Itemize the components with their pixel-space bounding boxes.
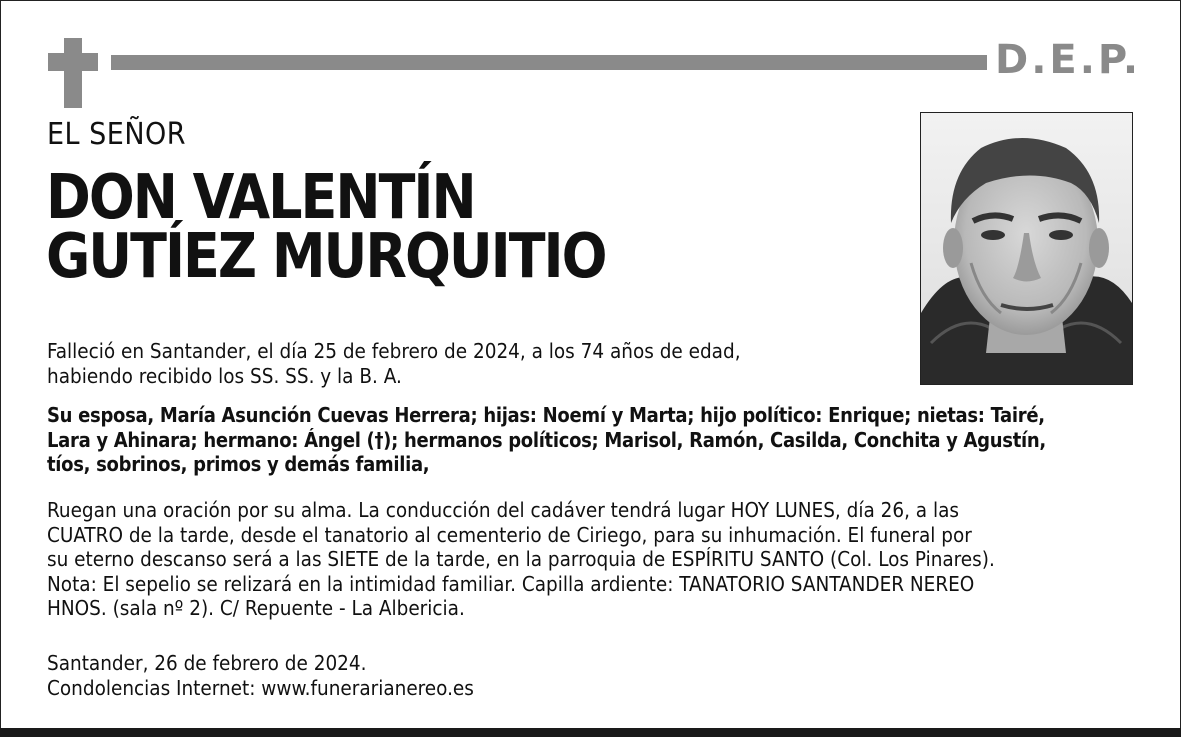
deceased-name <box>46 161 606 293</box>
cross-icon-arm <box>48 53 98 71</box>
cross-icon <box>64 38 82 108</box>
family-list <box>47 403 1046 477</box>
dep-label: D.E.P. <box>995 37 1142 83</box>
service-line-2: CUATRO de la tarde, desde el tanatorio al cementerio de Ciriego, para su inhumación. El funeral por <box>47 522 972 547</box>
family-line-3: tíos, sobrinos, primos y demás familia, <box>47 452 430 477</box>
header-rule <box>111 55 987 70</box>
death-line-1: Falleció en Santander, el día 25 de febrero de 2024, a los 74 años de edad, <box>47 339 741 363</box>
honorific-title: EL SEÑOR <box>47 117 187 152</box>
service-line-5: HNOS. (sala nº 2). C/ Repuente - La Albericia. <box>47 596 465 621</box>
condolences-link: Condolencias Internet: www.funerarianereo.es <box>47 675 474 700</box>
family-line-1: Su esposa, María Asunción Cuevas Herrera; hijas: Noemí y Marta; hijo político: Enrique; nietas: Tairé, <box>47 403 1045 427</box>
service-line-1: Ruegan una oración por su alma. La conducción del cadáver tendrá lugar HOY LUNES, día 26, a las <box>47 498 959 522</box>
date-place: Santander, 26 de febrero de 2024. <box>47 651 367 675</box>
footer <box>47 651 474 700</box>
service-line-3: su eterno descanso será a las SIETE de la tarde, en la parroquia de ESPÍRITU SANTO (Col. Los Pinares). <box>47 547 995 572</box>
service-line-4: Nota: El sepelio se relizará en la intimidad familiar. Capilla ardiente: TANATORIO SANTANDER NEREO <box>47 571 975 596</box>
service-details <box>47 498 995 621</box>
death-notice <box>47 339 741 388</box>
bottom-rule <box>0 728 1181 737</box>
portrait-image <box>921 113 1132 384</box>
family-line-2: Lara y Ahinara; hermano: Ángel (†); hermanos políticos; Marisol, Ramón, Casilda, Conchita y Agustín, <box>47 427 1046 452</box>
name-line-1: DON VALENTÍN <box>46 161 475 234</box>
name-line-2: GUTÍEZ MURQUITIO <box>46 221 606 293</box>
portrait-photo <box>920 112 1133 385</box>
death-line-2: habiendo recibido los SS. SS. y la B. A. <box>47 363 402 388</box>
